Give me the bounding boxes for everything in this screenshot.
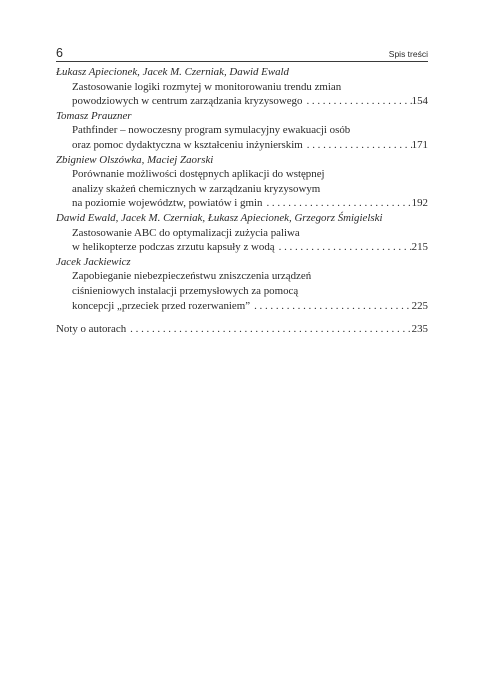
document-page <box>56 46 428 337</box>
entry-authors: Jacek Jackiewicz <box>56 255 131 268</box>
running-header <box>56 46 428 60</box>
entry-title-line: na poziomie województw, powiatów i gmin <box>72 197 263 210</box>
dot-leader <box>126 322 411 337</box>
toc-entry <box>56 65 428 109</box>
entry-authors: Dawid Ewald, Jacek M. Czerniak, Łukasz Apiecionek, Grzegorz Śmigielski <box>56 211 383 224</box>
entry-authors: Łukasz Apiecionek, Jacek M. Czerniak, Dawid Ewald <box>56 66 289 78</box>
toc-entry <box>56 255 428 313</box>
table-of-contents <box>56 65 428 337</box>
entry-page-number: 154 <box>411 95 428 108</box>
entry-page-number: 215 <box>411 241 428 254</box>
entry-last-line[interactable] <box>56 240 428 255</box>
page-number: 6 <box>56 46 63 60</box>
running-title: Spis treści <box>388 49 428 59</box>
dot-leader <box>250 299 412 314</box>
author-notes-label: Noty o autorach <box>56 323 127 336</box>
dot-leader <box>302 94 411 109</box>
header-rule <box>56 61 428 62</box>
entry-page-number: 171 <box>411 138 428 151</box>
entry-title-line: w helikopterze podczas zrzutu kapsuły z wodą <box>72 241 275 254</box>
entry-title-line: oraz pomoc dydaktyczna w kształceniu inżynierskim <box>72 138 303 151</box>
entry-title-line: Zastosowanie ABC do optymalizacji zużycia paliwa <box>72 226 300 239</box>
entry-title-line: Porównanie możliwości dostępnych aplikacji do wstępnej <box>72 168 325 181</box>
entry-last-line[interactable] <box>56 299 428 314</box>
entry-title-line: Zapobieganie niebezpieczeństwu zniszczenia urządzeń <box>72 270 312 283</box>
toc-entry <box>56 211 428 255</box>
entry-authors: Tomasz Prauzner <box>56 109 132 122</box>
dot-leader <box>275 240 412 255</box>
entry-page-number: 225 <box>411 299 428 312</box>
entry-title-line: koncepcji „przeciek przed rozerwaniem” <box>72 299 251 312</box>
entry-authors: Zbigniew Olszówka, Maciej Zaorski <box>56 153 214 166</box>
entry-last-line[interactable] <box>56 196 428 211</box>
dot-leader <box>262 196 411 211</box>
entry-page-number: 235 <box>411 323 428 336</box>
entry-title-line: ciśnieniowych instalacji przemysłowych za pomocą <box>72 284 299 297</box>
entry-page-number: 192 <box>411 197 428 210</box>
entry-last-line[interactable] <box>56 94 428 109</box>
entry-title-line: powodziowych w centrum zarządzania kryzysowego <box>72 95 303 108</box>
toc-entry <box>56 109 428 153</box>
entry-title-line: Zastosowanie logiki rozmytej w monitorowaniu trendu zmian <box>72 80 342 93</box>
dot-leader <box>303 138 412 153</box>
toc-entry-author-notes[interactable] <box>56 322 428 337</box>
entry-last-line[interactable] <box>56 138 428 153</box>
entry-title-line: Pathfinder – nowoczesny program symulacyjny ewakuacji osób <box>72 124 351 137</box>
toc-entry <box>56 153 428 211</box>
entry-title-line: analizy skażeń chemicznych w zarządzaniu kryzysowym <box>72 182 321 195</box>
